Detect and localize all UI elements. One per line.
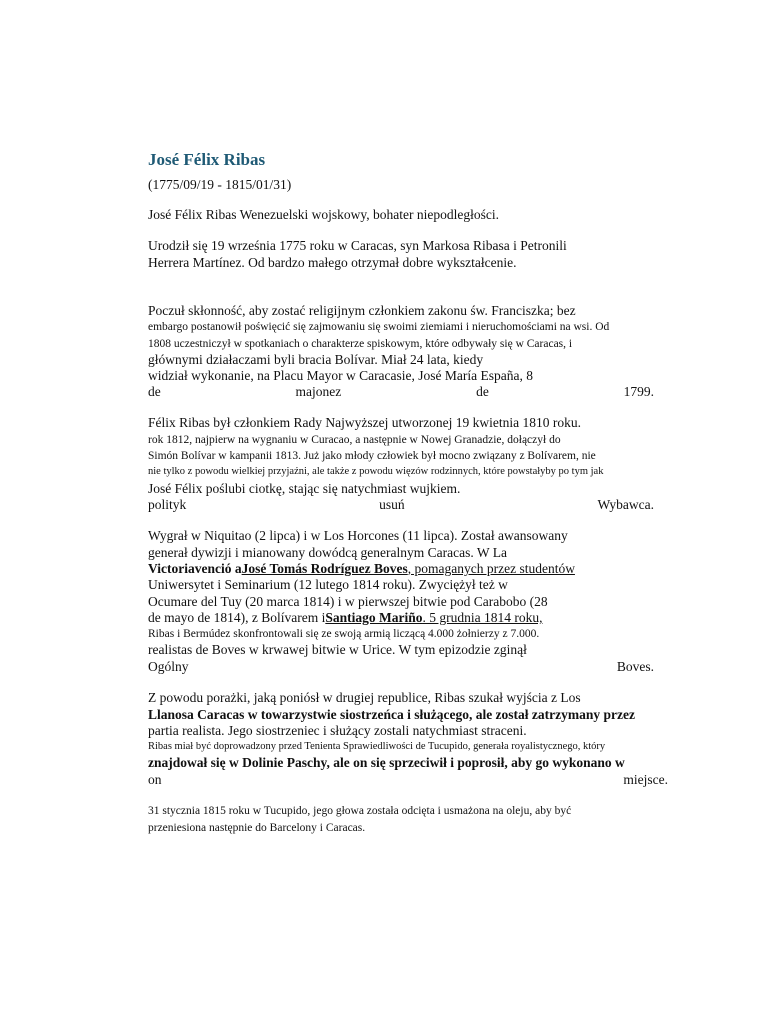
intro-line: José Félix Ribas Wenezuelski wojskowy, bohater niepodległości. <box>148 207 499 222</box>
word: miejsce. <box>623 772 668 787</box>
december-text: . 5 grudnia 1814 roku, <box>422 610 543 625</box>
p5-line-3: partia realista. Jego siostrzeniec i służący zostali natychmiast straceni. <box>148 723 527 738</box>
p4-line-3 <box>148 561 575 577</box>
p4-line-1: Wygrał w Niquitao (2 lipca) i w Los Horcones (11 lipca). Został awansowany <box>148 528 568 543</box>
word: usuń <box>379 497 405 512</box>
p4-line-2: generał dywizji i mianowany dowódcą generalnym Caracas. W La <box>148 545 507 560</box>
word: de <box>148 384 161 399</box>
bolivar-text: de mayo de 1814), z Bolívarem i <box>148 610 326 625</box>
p4-line-9 <box>148 659 654 675</box>
p6-line-1: 31 stycznia 1815 roku w Tucupido, jego głowa została odcięta i usmażona na oleju, aby być <box>148 805 572 817</box>
p3-line-6 <box>148 497 654 513</box>
p2-line-2: embargo postanowił poświęcić się zajmowaniu się swoimi ziemiami i nieruchomościami na wsi. Od <box>148 321 610 333</box>
p3-line-5: José Félix poślubi ciotkę, stając się natychmiast wujkiem. <box>148 481 461 496</box>
p6-line-2: przeniesiona następnie do Barcelony i Caracas. <box>148 822 366 834</box>
word: Wybawca. <box>597 497 654 512</box>
p5-line-1: Z powodu porażki, jaką poniósł w drugiej republice, Ribas szukał wyjścia z Los <box>148 690 581 705</box>
p2-line-4: głównymi działaczami byli bracia Bolívar. Miał 24 lata, kiedy <box>148 352 484 367</box>
p2-line-5: widział wykonanie, na Placu Mayor w Caracasie, José María España, 8 <box>148 368 534 383</box>
p4-line-5: Ocumare del Tuy (20 marca 1814) i w pierwszej bitwie pod Carabobo (28 <box>148 594 548 609</box>
p5-line-2: Llanosa Caracas w towarzystwie siostrzeńca i służącego, ale został zatrzymany przez <box>148 707 636 722</box>
word: Ogólny <box>148 659 189 674</box>
word: de <box>476 384 489 399</box>
word: Boves. <box>616 659 654 674</box>
p2-line-3: 1808 uczestniczył w spotkaniach o charakterze spiskowym, które odbywały się w Caracas, i <box>148 338 573 350</box>
p4-line-6 <box>148 610 542 626</box>
p1-line-2: Herrera Martínez. Od bardzo małego otrzymał dobre wykształcenie. <box>148 255 517 270</box>
p2-line-1: Poczuł skłonność, aby zostać religijnym członkiem zakonu św. Franciszka; bez <box>148 303 576 318</box>
p4-line-7: Ribas i Bermúdez skonfrontowali się ze swoją armią liczącą 4.000 żołnierzy z 7.000. <box>148 628 540 640</box>
p2-line-6 <box>148 384 654 400</box>
p3-line-1: Félix Ribas był członkiem Rady Najwyższej utworzonej 19 kwietnia 1810 roku. <box>148 415 582 430</box>
p3-line-2: rok 1812, najpierw na wygnaniu w Curacao, a następnie w Nowej Granadzie, dołączył do <box>148 434 561 446</box>
p3-line-3: Simón Bolívar w kampanii 1813. Już jako młody człowiek był mocno związany z Bolívarem, nie <box>148 450 596 462</box>
page-title: José Félix Ribas <box>148 150 266 169</box>
helpers-text: , pomaganych przez studentów <box>407 561 575 576</box>
p3-line-4: nie tylko z powodu wielkiej przyjaźni, ale także z powodu więzów rodzinnych, które powstałyby po tym jak <box>148 466 604 477</box>
p4-line-8: realistas de Boves w krwawej bitwie w Urice. W tym epizodzie zginął <box>148 642 527 657</box>
word: polityk <box>148 497 187 512</box>
word: on <box>148 772 162 787</box>
p4-line-4: Uniwersytet i Seminarium (12 lutego 1814 roku). Zwyciężył też w <box>148 577 508 592</box>
word: 1799. <box>623 384 654 399</box>
p5-line-4: Ribas miał być doprowadzony przed Tenienta Sprawiedliwości de Tucupido, generała royalistycznego, który <box>148 741 606 752</box>
life-dates: (1775/09/19 - 1815/01/31) <box>148 177 292 192</box>
boves-link[interactable]: José Tomás Rodríguez Boves <box>241 561 408 576</box>
word: majonez <box>295 384 342 399</box>
marino-link[interactable]: Santiago Mariño <box>325 610 423 625</box>
p5-line-5: znajdował się w Dolinie Paschy, ale on się sprzeciwił i poprosił, aby go wykonano w <box>148 755 625 770</box>
p1-line-1: Urodził się 19 września 1775 roku w Caracas, syn Markosa Ribasa i Petronili <box>148 238 567 253</box>
p5-line-6 <box>148 772 668 788</box>
victoria-text: Victoriavenció a <box>148 561 242 576</box>
